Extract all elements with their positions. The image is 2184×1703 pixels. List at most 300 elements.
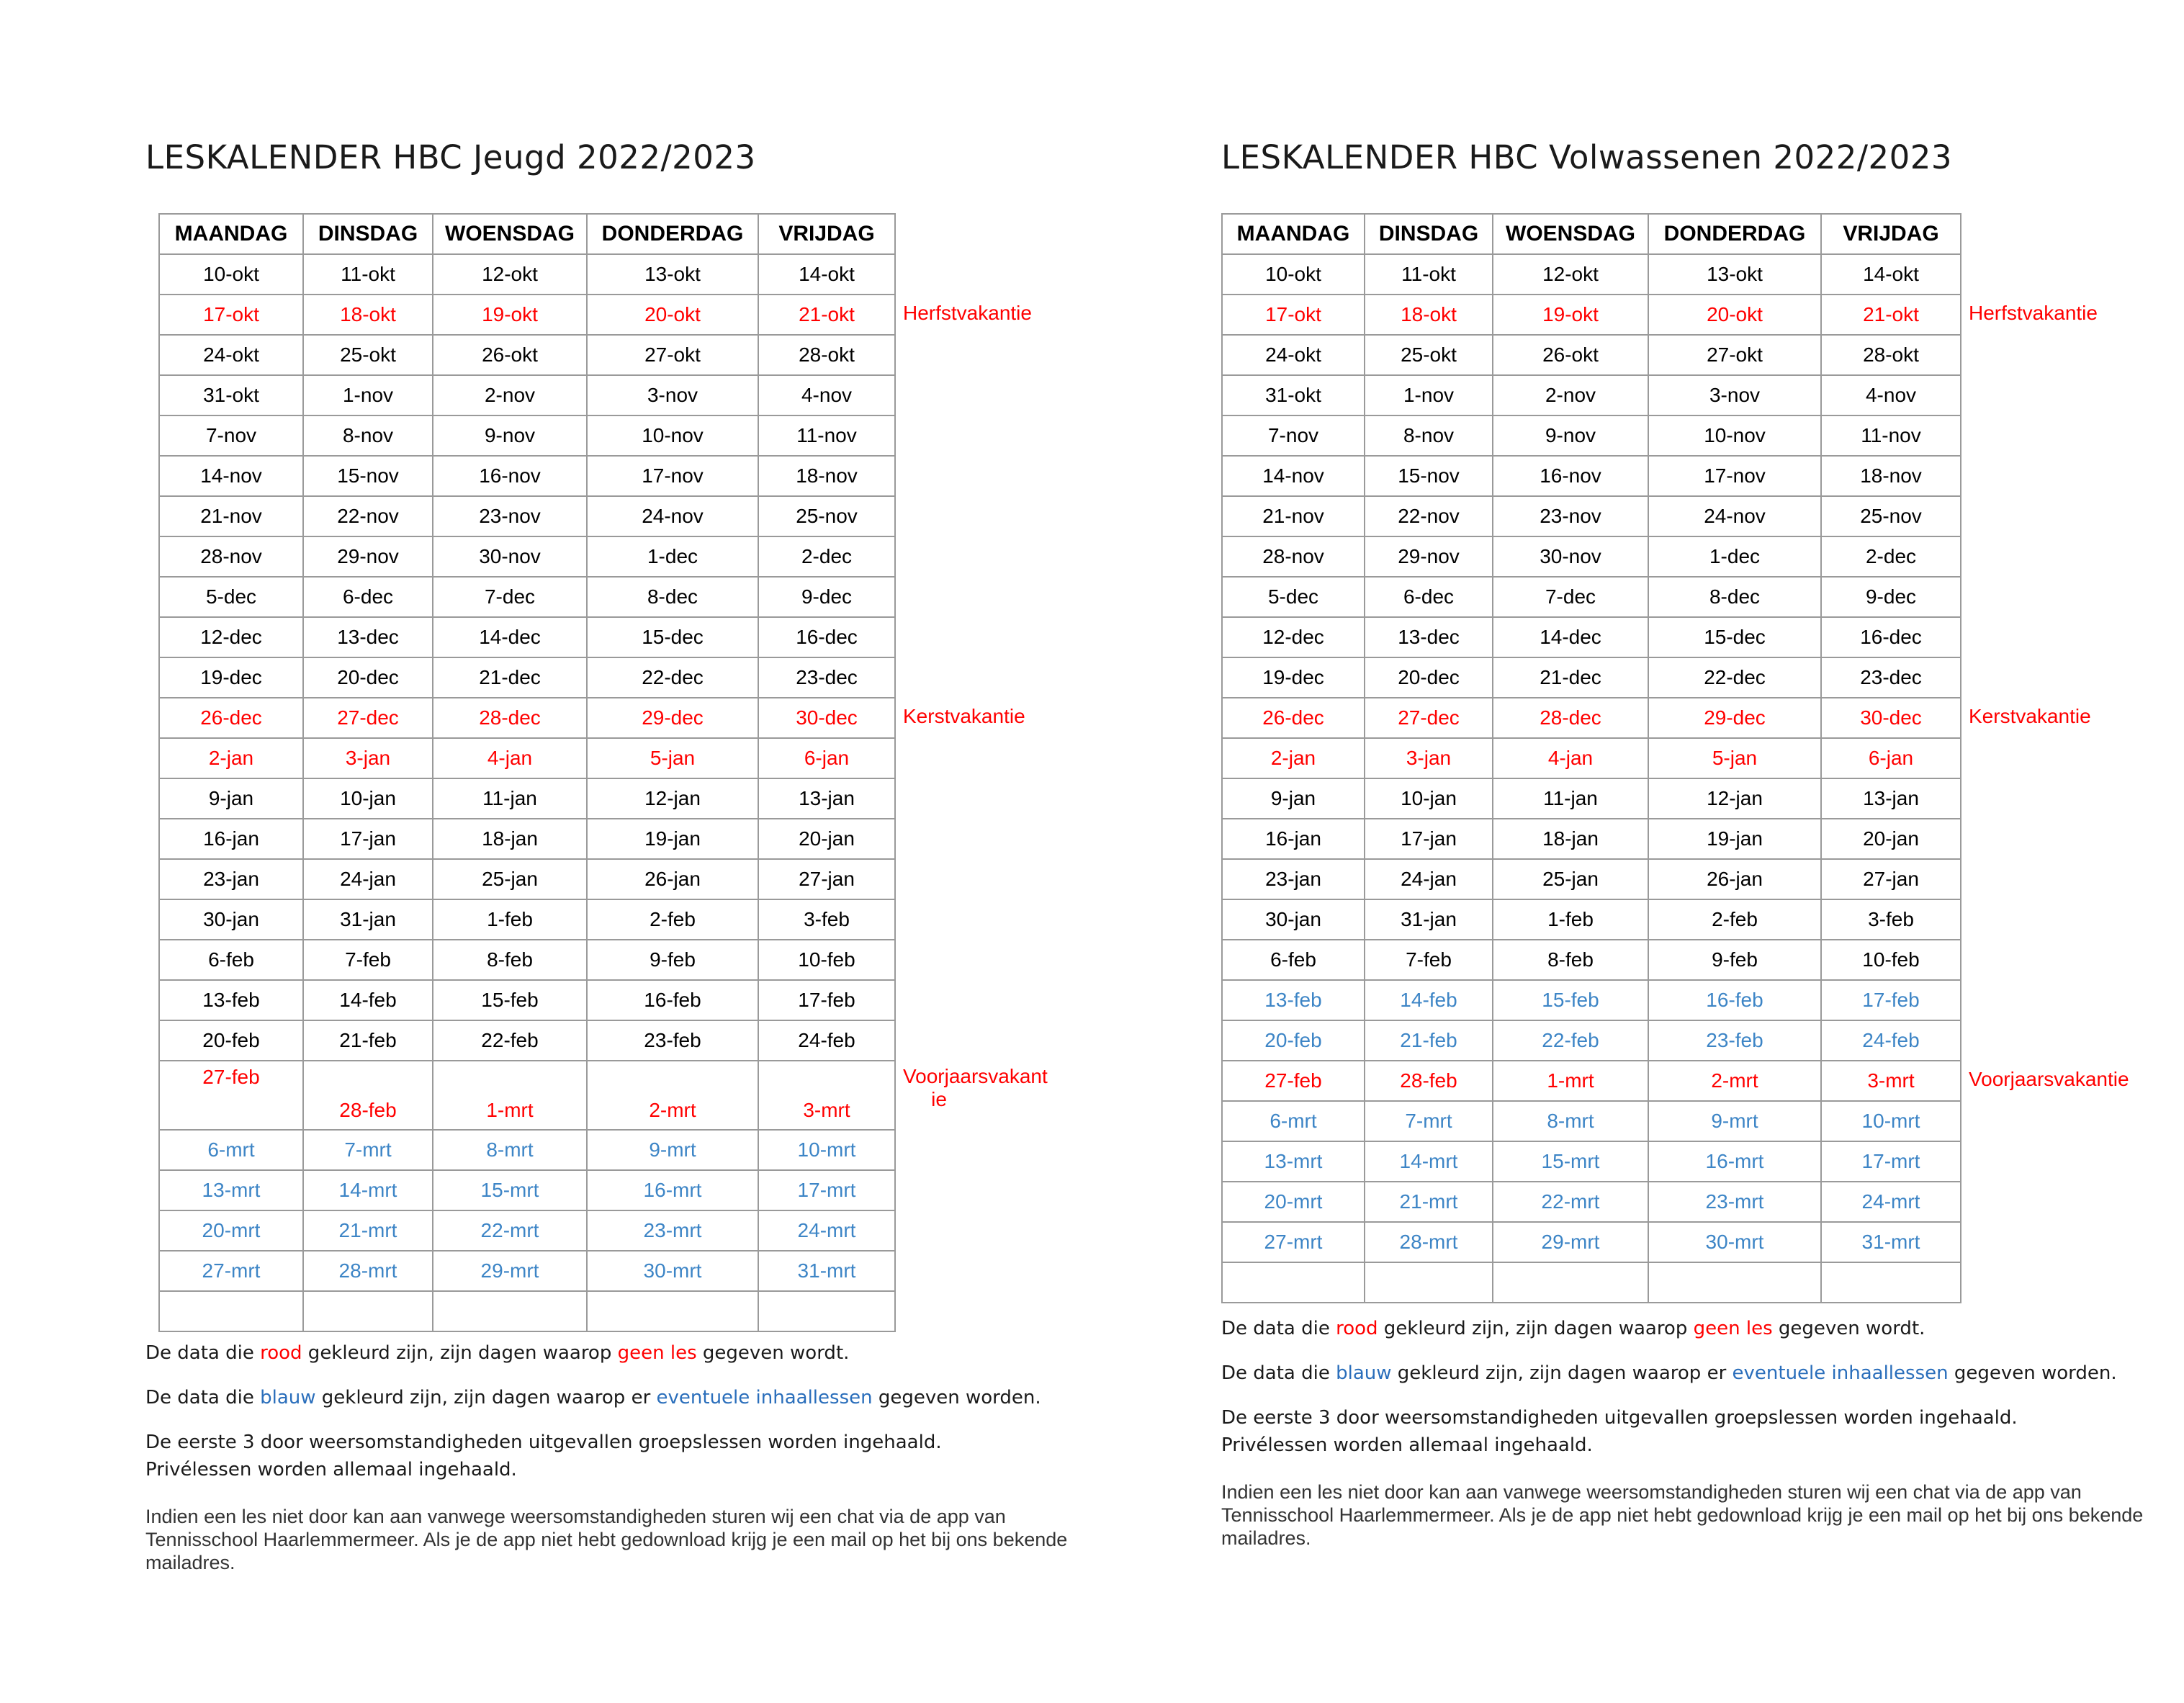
date-cell: 8-mrt	[1493, 1101, 1648, 1141]
left-header-maandag: MAANDAG	[159, 214, 303, 254]
date-cell: 27-feb	[1222, 1061, 1365, 1101]
date-cell: 12-okt	[1493, 254, 1648, 295]
date-cell: 19-okt	[1493, 295, 1648, 335]
date-cell	[1365, 1262, 1493, 1303]
date-cell: 21-okt	[758, 295, 895, 335]
date-cell: 6-jan	[1821, 738, 1961, 778]
date-cell: 3-nov	[1648, 375, 1821, 415]
date-cell: 24-mrt	[1821, 1182, 1961, 1222]
date-cell: 23-mrt	[1648, 1182, 1821, 1222]
date-cell: 10-nov	[1648, 415, 1821, 456]
table-row	[159, 1170, 895, 1210]
vacation-label-text: Herfstvakantie	[1969, 302, 2098, 324]
table-row	[1222, 940, 1961, 980]
date-cell: 12-dec	[1222, 617, 1365, 657]
left-header-dinsdag: DINSDAG	[303, 214, 433, 254]
date-cell: 18-jan	[433, 819, 587, 859]
date-cell: 28-mrt	[303, 1251, 433, 1291]
date-cell: 30-dec	[1821, 698, 1961, 738]
date-cell: 1-nov	[1365, 375, 1493, 415]
date-cell: 11-okt	[303, 254, 433, 295]
date-cell: 26-dec	[159, 698, 303, 738]
table-row	[1222, 295, 1961, 335]
right-header-donderdag: DONDERDAG	[1648, 214, 1821, 254]
table-row	[1222, 254, 1961, 295]
date-cell: 1-feb	[1493, 899, 1648, 940]
table-row	[1222, 536, 1961, 577]
date-cell: 2-mrt	[1648, 1061, 1821, 1101]
date-cell: 13-okt	[1648, 254, 1821, 295]
date-cell: 17-mrt	[1821, 1141, 1961, 1182]
date-cell: 24-jan	[303, 859, 433, 899]
date-cell: 13-jan	[758, 778, 895, 819]
date-cell: 25-jan	[433, 859, 587, 899]
date-cell: 28-feb	[303, 1061, 433, 1130]
date-cell: 13-mrt	[159, 1170, 303, 1210]
date-cell: 23-feb	[587, 1020, 758, 1061]
vacation-label-text: Herfstvakantie	[903, 302, 1032, 324]
date-cell: 17-feb	[758, 980, 895, 1020]
table-row	[1222, 1182, 1961, 1222]
date-cell: 1-dec	[1648, 536, 1821, 577]
right-calendar-body	[1222, 254, 1961, 1303]
date-cell: 3-feb	[1821, 899, 1961, 940]
vacation-label-text: Kerstvakantie	[1969, 705, 2091, 727]
date-cell: 30-jan	[159, 899, 303, 940]
date-cell: 10-mrt	[758, 1130, 895, 1170]
date-cell: 8-feb	[1493, 940, 1648, 980]
table-row	[1222, 577, 1961, 617]
date-cell: 6-mrt	[159, 1130, 303, 1170]
date-cell: 27-dec	[303, 698, 433, 738]
date-cell: 7-nov	[159, 415, 303, 456]
date-cell: 17-jan	[1365, 819, 1493, 859]
date-cell: 2-feb	[1648, 899, 1821, 940]
date-cell: 14-dec	[1493, 617, 1648, 657]
date-cell: 28-dec	[433, 698, 587, 738]
date-cell: 21-nov	[159, 496, 303, 536]
date-cell: 3-mrt	[1821, 1061, 1961, 1101]
table-row	[1222, 415, 1961, 456]
date-cell: 30-nov	[1493, 536, 1648, 577]
table-row	[159, 899, 895, 940]
date-cell: 21-dec	[1493, 657, 1648, 698]
date-cell: 24-okt	[159, 335, 303, 375]
date-cell: 28-okt	[1821, 335, 1961, 375]
date-cell: 29-nov	[303, 536, 433, 577]
date-cell: 8-dec	[1648, 577, 1821, 617]
date-cell: 27-mrt	[1222, 1222, 1365, 1262]
date-cell: 18-okt	[303, 295, 433, 335]
date-cell: 16-mrt	[587, 1170, 758, 1210]
date-cell: 1-dec	[587, 536, 758, 577]
date-cell: 8-nov	[303, 415, 433, 456]
date-cell: 15-dec	[587, 617, 758, 657]
date-cell: 27-jan	[758, 859, 895, 899]
table-row	[159, 657, 895, 698]
date-cell: 1-feb	[433, 899, 587, 940]
table-row	[159, 1251, 895, 1291]
date-cell: 8-dec	[587, 577, 758, 617]
date-cell: 16-feb	[587, 980, 758, 1020]
vacation-label	[903, 1065, 1061, 1111]
table-row	[1222, 859, 1961, 899]
date-cell	[587, 1291, 758, 1331]
date-cell: 27-jan	[1821, 859, 1961, 899]
date-cell: 30-dec	[758, 698, 895, 738]
date-cell: 16-mrt	[1648, 1141, 1821, 1182]
date-cell: 2-dec	[758, 536, 895, 577]
date-cell: 20-jan	[758, 819, 895, 859]
date-cell: 12-okt	[433, 254, 587, 295]
left-header-woensdag: WOENSDAG	[433, 214, 587, 254]
date-cell: 7-mrt	[1365, 1101, 1493, 1141]
date-cell: 13-jan	[1821, 778, 1961, 819]
date-cell: 10-mrt	[1821, 1101, 1961, 1141]
left-header-donderdag: DONDERDAG	[587, 214, 758, 254]
table-row	[1222, 819, 1961, 859]
date-cell: 4-jan	[1493, 738, 1648, 778]
date-cell: 10-feb	[1821, 940, 1961, 980]
date-cell: 23-dec	[1821, 657, 1961, 698]
table-row	[1222, 980, 1961, 1020]
date-cell: 3-nov	[587, 375, 758, 415]
date-cell: 7-feb	[1365, 940, 1493, 980]
date-cell: 15-dec	[1648, 617, 1821, 657]
table-row	[159, 496, 895, 536]
table-row	[159, 577, 895, 617]
date-cell: 17-okt	[159, 295, 303, 335]
date-cell: 8-mrt	[433, 1130, 587, 1170]
date-cell: 9-feb	[1648, 940, 1821, 980]
date-cell: 11-nov	[1821, 415, 1961, 456]
date-cell: 6-mrt	[1222, 1101, 1365, 1141]
date-cell: 2-feb	[587, 899, 758, 940]
date-cell: 1-mrt	[433, 1061, 587, 1130]
date-cell: 24-feb	[1821, 1020, 1961, 1061]
date-cell: 22-dec	[587, 657, 758, 698]
right-info-text: Indien een les niet door kan aan vanwege weersomstandigheden sturen wij een chat via de app van Tennisschool Haarlemmermeer. Als je de app niet hebt gedownload krijg je een mail op het bij ons bekende mailadres.	[1221, 1481, 2144, 1549]
date-cell: 2-jan	[159, 738, 303, 778]
date-cell: 24-feb	[758, 1020, 895, 1061]
table-row	[1222, 1020, 1961, 1061]
table-row	[159, 819, 895, 859]
vacation-label	[1969, 1068, 2129, 1091]
date-cell: 6-feb	[159, 940, 303, 980]
date-cell: 21-feb	[1365, 1020, 1493, 1061]
date-cell: 7-dec	[1493, 577, 1648, 617]
date-cell: 20-jan	[1821, 819, 1961, 859]
date-cell: 30-nov	[433, 536, 587, 577]
date-cell: 22-nov	[1365, 496, 1493, 536]
date-cell: 29-dec	[587, 698, 758, 738]
date-cell: 29-nov	[1365, 536, 1493, 577]
date-cell: 28-feb	[1365, 1061, 1493, 1101]
date-cell: 15-mrt	[433, 1170, 587, 1210]
date-cell: 28-nov	[159, 536, 303, 577]
date-cell: 1-nov	[303, 375, 433, 415]
table-row	[1222, 496, 1961, 536]
date-cell: 9-nov	[1493, 415, 1648, 456]
date-cell: 29-mrt	[1493, 1222, 1648, 1262]
date-cell: 3-feb	[758, 899, 895, 940]
date-cell: 8-nov	[1365, 415, 1493, 456]
date-cell: 17-okt	[1222, 295, 1365, 335]
date-cell: 21-nov	[1222, 496, 1365, 536]
table-row	[159, 980, 895, 1020]
date-cell: 3-mrt	[758, 1061, 895, 1130]
date-cell: 27-dec	[1365, 698, 1493, 738]
date-cell: 21-mrt	[1365, 1182, 1493, 1222]
right-header-woensdag: WOENSDAG	[1493, 214, 1648, 254]
date-cell: 14-feb	[303, 980, 433, 1020]
date-cell: 14-mrt	[303, 1170, 433, 1210]
date-cell: 3-jan	[1365, 738, 1493, 778]
date-cell: 10-jan	[1365, 778, 1493, 819]
date-cell: 21-okt	[1821, 295, 1961, 335]
table-row	[1222, 657, 1961, 698]
date-cell	[303, 1291, 433, 1331]
date-cell: 16-jan	[159, 819, 303, 859]
date-cell: 11-okt	[1365, 254, 1493, 295]
right-rule-text: De eerste 3 door weersomstandigheden uitgevallen groepslessen worden ingehaald. Privélessen worden allemaal ingehaald.	[1221, 1407, 2018, 1456]
date-cell: 18-nov	[1821, 456, 1961, 496]
table-row	[159, 415, 895, 456]
table-row	[159, 617, 895, 657]
date-cell: 26-okt	[433, 335, 587, 375]
date-cell: 5-jan	[587, 738, 758, 778]
date-cell: 15-feb	[1493, 980, 1648, 1020]
date-cell: 14-mrt	[1365, 1141, 1493, 1182]
date-cell: 2-nov	[433, 375, 587, 415]
date-cell: 4-nov	[758, 375, 895, 415]
vacation-label-text: Voorjaarsvakantie	[1969, 1068, 2129, 1090]
table-row	[159, 1130, 895, 1170]
date-cell: 21-dec	[433, 657, 587, 698]
date-cell: 9-dec	[1821, 577, 1961, 617]
table-row	[159, 295, 895, 335]
left-legend-red: De data die rood gekleurd zijn, zijn dagen waarop geen les gegeven wordt.	[145, 1342, 850, 1364]
date-cell: 17-feb	[1821, 980, 1961, 1020]
table-row	[159, 1291, 895, 1331]
table-row	[159, 1020, 895, 1061]
date-cell: 23-nov	[1493, 496, 1648, 536]
date-cell: 26-jan	[587, 859, 758, 899]
date-cell: 24-nov	[587, 496, 758, 536]
date-cell: 14-okt	[1821, 254, 1961, 295]
date-cell	[1648, 1262, 1821, 1303]
date-cell: 5-dec	[159, 577, 303, 617]
date-cell: 31-mrt	[758, 1251, 895, 1291]
table-row	[159, 859, 895, 899]
date-cell: 30-mrt	[1648, 1222, 1821, 1262]
date-cell: 11-jan	[433, 778, 587, 819]
date-cell: 16-dec	[1821, 617, 1961, 657]
date-cell: 23-nov	[433, 496, 587, 536]
date-cell: 31-jan	[1365, 899, 1493, 940]
date-cell: 15-nov	[1365, 456, 1493, 496]
date-cell: 9-dec	[758, 577, 895, 617]
date-cell: 10-feb	[758, 940, 895, 980]
date-cell: 22-mrt	[1493, 1182, 1648, 1222]
table-row	[1222, 617, 1961, 657]
date-cell: 20-mrt	[1222, 1182, 1365, 1222]
date-cell: 30-jan	[1222, 899, 1365, 940]
date-cell: 16-nov	[433, 456, 587, 496]
date-cell: 31-mrt	[1821, 1222, 1961, 1262]
vacation-label-text: Kerstvakantie	[903, 705, 1025, 727]
date-cell: 6-dec	[303, 577, 433, 617]
vacation-label	[1969, 705, 2091, 728]
table-row	[159, 536, 895, 577]
date-cell: 7-feb	[303, 940, 433, 980]
date-cell: 4-nov	[1821, 375, 1961, 415]
date-cell: 26-jan	[1648, 859, 1821, 899]
date-cell: 2-nov	[1493, 375, 1648, 415]
date-cell: 23-dec	[758, 657, 895, 698]
date-cell: 20-dec	[1365, 657, 1493, 698]
date-cell: 11-nov	[758, 415, 895, 456]
date-cell: 28-okt	[758, 335, 895, 375]
date-cell	[1493, 1262, 1648, 1303]
date-cell: 23-jan	[1222, 859, 1365, 899]
date-cell: 28-dec	[1493, 698, 1648, 738]
date-cell: 20-feb	[159, 1020, 303, 1061]
date-cell: 19-jan	[587, 819, 758, 859]
date-cell: 23-mrt	[587, 1210, 758, 1251]
right-legend-red: De data die rood gekleurd zijn, zijn dagen waarop geen les gegeven wordt.	[1221, 1318, 1925, 1339]
date-cell: 17-nov	[1648, 456, 1821, 496]
date-cell: 19-dec	[1222, 657, 1365, 698]
table-row	[159, 254, 895, 295]
right-header-row	[1222, 214, 1961, 254]
date-cell: 22-feb	[433, 1020, 587, 1061]
table-row	[1222, 778, 1961, 819]
date-cell: 2-mrt	[587, 1061, 758, 1130]
date-cell: 16-feb	[1648, 980, 1821, 1020]
date-cell: 4-jan	[433, 738, 587, 778]
date-cell: 9-feb	[587, 940, 758, 980]
date-cell: 14-okt	[758, 254, 895, 295]
date-cell: 15-mrt	[1493, 1141, 1648, 1182]
date-cell: 26-dec	[1222, 698, 1365, 738]
date-cell: 2-jan	[1222, 738, 1365, 778]
table-row	[159, 1061, 895, 1130]
left-header-vrijdag: VRIJDAG	[758, 214, 895, 254]
date-cell: 9-jan	[159, 778, 303, 819]
date-cell: 2-dec	[1821, 536, 1961, 577]
date-cell: 25-okt	[1365, 335, 1493, 375]
date-cell: 28-nov	[1222, 536, 1365, 577]
table-row	[159, 738, 895, 778]
table-row	[1222, 738, 1961, 778]
date-cell: 23-feb	[1648, 1020, 1821, 1061]
date-cell: 12-jan	[1648, 778, 1821, 819]
date-cell: 20-feb	[1222, 1020, 1365, 1061]
date-cell: 9-nov	[433, 415, 587, 456]
date-cell: 10-okt	[1222, 254, 1365, 295]
date-cell: 17-nov	[587, 456, 758, 496]
left-calendar-table	[158, 213, 896, 1332]
date-cell: 20-okt	[587, 295, 758, 335]
date-cell: 17-mrt	[758, 1170, 895, 1210]
date-cell: 24-jan	[1365, 859, 1493, 899]
date-cell: 9-jan	[1222, 778, 1365, 819]
date-cell: 26-okt	[1493, 335, 1648, 375]
date-cell: 31-okt	[159, 375, 303, 415]
date-cell: 13-dec	[303, 617, 433, 657]
date-cell: 16-jan	[1222, 819, 1365, 859]
date-cell: 28-mrt	[1365, 1222, 1493, 1262]
vacation-label	[1969, 302, 2098, 325]
date-cell: 8-feb	[433, 940, 587, 980]
date-cell: 13-feb	[1222, 980, 1365, 1020]
left-title: LESKALENDER HBC Jeugd 2022/2023	[145, 138, 756, 176]
date-cell: 13-dec	[1365, 617, 1493, 657]
right-header-dinsdag: DINSDAG	[1365, 214, 1493, 254]
date-cell: 25-nov	[758, 496, 895, 536]
date-cell: 24-nov	[1648, 496, 1821, 536]
date-cell: 11-jan	[1493, 778, 1648, 819]
table-row	[1222, 1061, 1961, 1101]
date-cell: 12-dec	[159, 617, 303, 657]
date-cell: 19-dec	[159, 657, 303, 698]
vacation-label	[903, 302, 1032, 325]
table-row	[1222, 1262, 1961, 1303]
date-cell: 31-jan	[303, 899, 433, 940]
date-cell: 18-jan	[1493, 819, 1648, 859]
left-header-row	[159, 214, 895, 254]
date-cell	[433, 1291, 587, 1331]
date-cell: 13-okt	[587, 254, 758, 295]
date-cell: 31-okt	[1222, 375, 1365, 415]
date-cell: 20-okt	[1648, 295, 1821, 335]
table-row	[1222, 1101, 1961, 1141]
vacation-label	[903, 705, 1025, 728]
left-calendar-body	[159, 254, 895, 1331]
right-header-vrijdag: VRIJDAG	[1821, 214, 1961, 254]
date-cell: 21-mrt	[303, 1210, 433, 1251]
table-row	[1222, 1141, 1961, 1182]
date-cell	[1821, 1262, 1961, 1303]
date-cell: 5-dec	[1222, 577, 1365, 617]
date-cell: 21-feb	[303, 1020, 433, 1061]
date-cell: 9-mrt	[587, 1130, 758, 1170]
date-cell: 20-mrt	[159, 1210, 303, 1251]
date-cell: 30-mrt	[587, 1251, 758, 1291]
date-cell: 3-jan	[303, 738, 433, 778]
date-cell: 20-dec	[303, 657, 433, 698]
date-cell: 19-okt	[433, 295, 587, 335]
table-row	[159, 1210, 895, 1251]
table-row	[159, 375, 895, 415]
date-cell: 18-okt	[1365, 295, 1493, 335]
right-header-maandag: MAANDAG	[1222, 214, 1365, 254]
table-row	[159, 940, 895, 980]
table-row	[1222, 1222, 1961, 1262]
date-cell: 25-okt	[303, 335, 433, 375]
date-cell: 16-dec	[758, 617, 895, 657]
table-row	[159, 778, 895, 819]
left-info-text: Indien een les niet door kan aan vanwege weersomstandigheden sturen wij een chat via de app van Tennisschool Haarlemmermeer. Als je de app niet hebt gedownload krijg je een mail op het bij ons bekende mailadres.	[145, 1506, 1068, 1573]
date-cell: 6-jan	[758, 738, 895, 778]
date-cell: 14-dec	[433, 617, 587, 657]
date-cell: 27-feb	[159, 1061, 303, 1130]
date-cell: 22-dec	[1648, 657, 1821, 698]
date-cell: 22-mrt	[433, 1210, 587, 1251]
date-cell: 15-nov	[303, 456, 433, 496]
date-cell: 7-mrt	[303, 1130, 433, 1170]
